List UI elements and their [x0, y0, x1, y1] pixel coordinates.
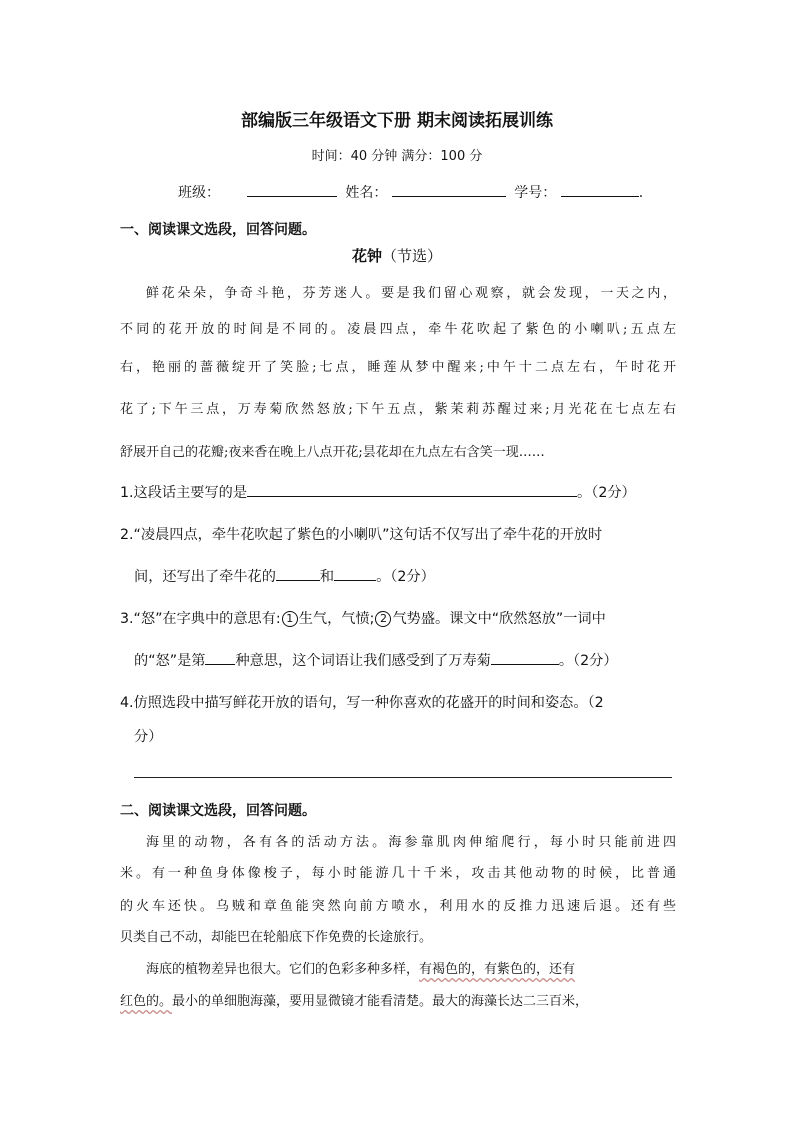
question-2-blank-2[interactable]	[334, 566, 376, 581]
question-1	[120, 482, 636, 502]
passage2-line: 米。有一种鱼身体像梭子，每小时能游几十千米，攻击其他动物的时候，比普通	[120, 866, 676, 881]
question-4-line1: 4.仿照选段中描写鲜花开放的语句，写一种你喜欢的花盛开的时间和姿态。（2	[120, 695, 604, 711]
question-3-text-b: 生气，气愤;	[298, 611, 375, 627]
question-3-text-f: 。（2分）	[558, 653, 618, 669]
question-2-line2	[134, 566, 435, 586]
passage2-line: 贝类自己不动，却能巴在轮船底下作免费的长途旅行。	[120, 930, 433, 945]
passage-line: 花了;下午三点，万寿菊欣然怒放;下午五点，紫茉莉苏醒过来;月光花在七点左右	[120, 402, 676, 417]
end-mark: .	[638, 185, 644, 201]
circled-number-1: 1	[282, 611, 298, 627]
passage-title	[0, 245, 794, 266]
question-3-blank-1[interactable]	[205, 650, 235, 665]
question-3-line2	[134, 650, 618, 670]
passage2-text: 最小的单细胞海藻，要用显微镜才能看清楚。最大的海藻长达二三百米，	[172, 994, 589, 1009]
section1-heading: 一、阅读课文选段，回答问题。	[120, 222, 316, 238]
circled-number-2: 2	[375, 611, 391, 627]
passage2-line	[120, 990, 676, 1009]
passage2-line	[146, 958, 676, 977]
question-2-text-a: 间，还写出了牵牛花的	[134, 569, 276, 585]
id-label: 学号：	[514, 185, 557, 201]
question-1-blank[interactable]	[247, 482, 577, 497]
passage2-text: 海底的植物差异也很大。它们的色彩多种多样，	[146, 962, 420, 977]
question-4-line2: 分）	[134, 729, 163, 745]
question-3-line1	[120, 608, 606, 628]
passage2-line: 海里的动物，各有各的活动方法。海参靠肌肉伸缩爬行，每小时只能前进四	[146, 835, 676, 850]
passage-line: 舒展开自己的花瓣;夜来香在晚上八点开花;昙花却在九点左右含笑一现……	[120, 445, 545, 460]
name-label: 姓名：	[345, 185, 388, 201]
wavy-underlined-text: 红色的。	[120, 994, 173, 1009]
class-blank[interactable]	[247, 182, 337, 197]
passage-title-main: 花钟	[351, 247, 382, 265]
id-blank[interactable]	[561, 182, 639, 197]
passage-line: 鲜花朵朵，争奇斗艳，芬芳迷人。要是我们留心观察，就会发现，一天之内，	[146, 286, 676, 301]
question-3-blank-2[interactable]	[491, 650, 559, 665]
passage-line: 右，艳丽的蔷薇绽开了笑脸;七点，睡莲从梦中醒来;中午十二点左右，午时花开	[120, 360, 676, 375]
question-3-text-d: 的“怒”是第	[134, 653, 206, 669]
name-blank[interactable]	[392, 182, 506, 197]
class-label: 班级：	[178, 185, 220, 201]
section2-heading: 二、阅读课文选段，回答问题。	[120, 803, 316, 819]
question-3-text-e: 种意思，这个词语让我们感受到了万寿菊	[235, 653, 491, 669]
question-1-text: 1.这段话主要写的是	[120, 485, 248, 501]
question-4-answer-line[interactable]	[134, 777, 672, 778]
question-2-text-c: 。（2分）	[376, 569, 435, 585]
student-info-row	[178, 182, 643, 202]
exam-meta: 时间：40 分钟 满分：100 分	[311, 149, 483, 164]
page-title: 部编版三年级语文下册 期末阅读拓展训练	[241, 111, 553, 131]
passage-line: 不同的花开放的时间是不同的。凌晨四点，牵牛花吹起了紫色的小喇叭;五点左	[120, 322, 676, 337]
wavy-underlined-text: 有褐色的，有紫色的，还有	[419, 962, 576, 977]
passage2-line: 的火车还快。乌贼和章鱼能突然向前方喷水，利用水的反推力迅速后退。还有些	[120, 899, 676, 914]
question-3-text-c: 气势盛。课文中“欣然怒放”一词中	[392, 611, 606, 627]
question-3-text-a: 3.“怒”在字典中的意思有:	[120, 611, 281, 627]
question-2-blank-1[interactable]	[276, 566, 320, 581]
question-2-line1: 2.“凌晨四点，牵牛花吹起了紫色的小喇叭”这句话不仅写出了牵牛花的开放时	[120, 527, 603, 543]
passage-title-sub: （节选）	[382, 247, 443, 265]
question-2-text-b: 和	[319, 569, 335, 585]
question-1-tail: 。（2分）	[577, 485, 636, 501]
